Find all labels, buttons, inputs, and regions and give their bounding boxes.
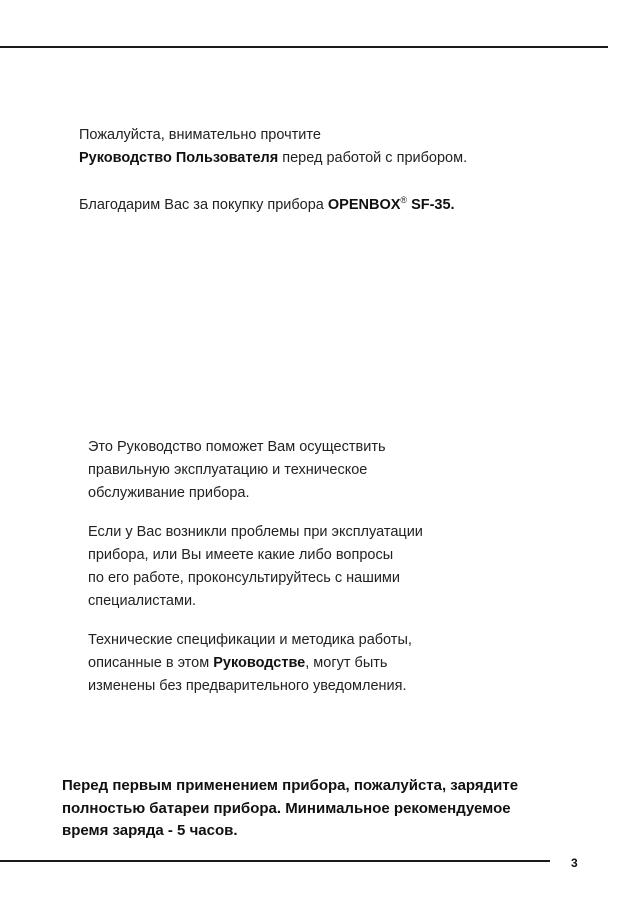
- manual-bold: Руководстве: [213, 655, 306, 671]
- thanks-text: [79, 194, 455, 217]
- thanks-lead: Благодарим Вас за покупку прибора: [79, 197, 328, 213]
- p2-line-3: по его работе, проконсультируйтесь с нашими: [88, 570, 400, 586]
- paragraph-3: [88, 629, 508, 698]
- top-rule: [0, 46, 608, 48]
- body-text: [88, 436, 508, 714]
- page-number: 3: [571, 856, 578, 870]
- intro-line-2-rest: перед работой с прибором.: [278, 150, 468, 166]
- p3-line-2-post: , могут быть: [305, 655, 388, 671]
- p1-line-1: Это Руководство поможет Вам осуществить: [88, 439, 386, 455]
- p2-line-1: Если у Вас возникли проблемы при эксплуатации: [88, 524, 423, 540]
- p1-line-3: обслуживание прибора.: [88, 485, 250, 501]
- charging-warning: [62, 775, 562, 843]
- warning-line-3: время заряда - 5 часов.: [62, 822, 238, 839]
- registered-mark: ®: [400, 195, 408, 206]
- paragraph-2: [88, 521, 508, 613]
- intro-line-1: Пожалуйста, внимательно прочтите: [79, 127, 321, 143]
- intro-line-2: [79, 147, 467, 170]
- p3-line-1: Технические спецификации и методика работы,: [88, 632, 412, 648]
- model-name: SF-35.: [407, 197, 455, 213]
- warning-line-2: полностью батареи прибора. Минимальное рекомендуемое: [62, 799, 511, 817]
- p3-line-2-pre: описанные в этом: [88, 655, 214, 671]
- p2-line-2: прибора, или Вы имеете какие либо вопросы: [88, 547, 394, 563]
- paragraph-1: [88, 436, 508, 505]
- brand-name: OPENBOX: [327, 197, 401, 213]
- manual-name-bold: Руководство Пользователя: [79, 150, 279, 166]
- intro-text: [79, 124, 467, 170]
- warning-line-1: Перед первым применением прибора, пожалуйста, зарядите: [62, 777, 519, 794]
- p1-line-2: правильную эксплуатацию и техническое: [88, 462, 368, 478]
- p2-line-4: специалистами.: [88, 593, 197, 609]
- p3-line-3: изменены без предварительного уведомления.: [88, 678, 407, 694]
- bottom-rule: [0, 860, 550, 862]
